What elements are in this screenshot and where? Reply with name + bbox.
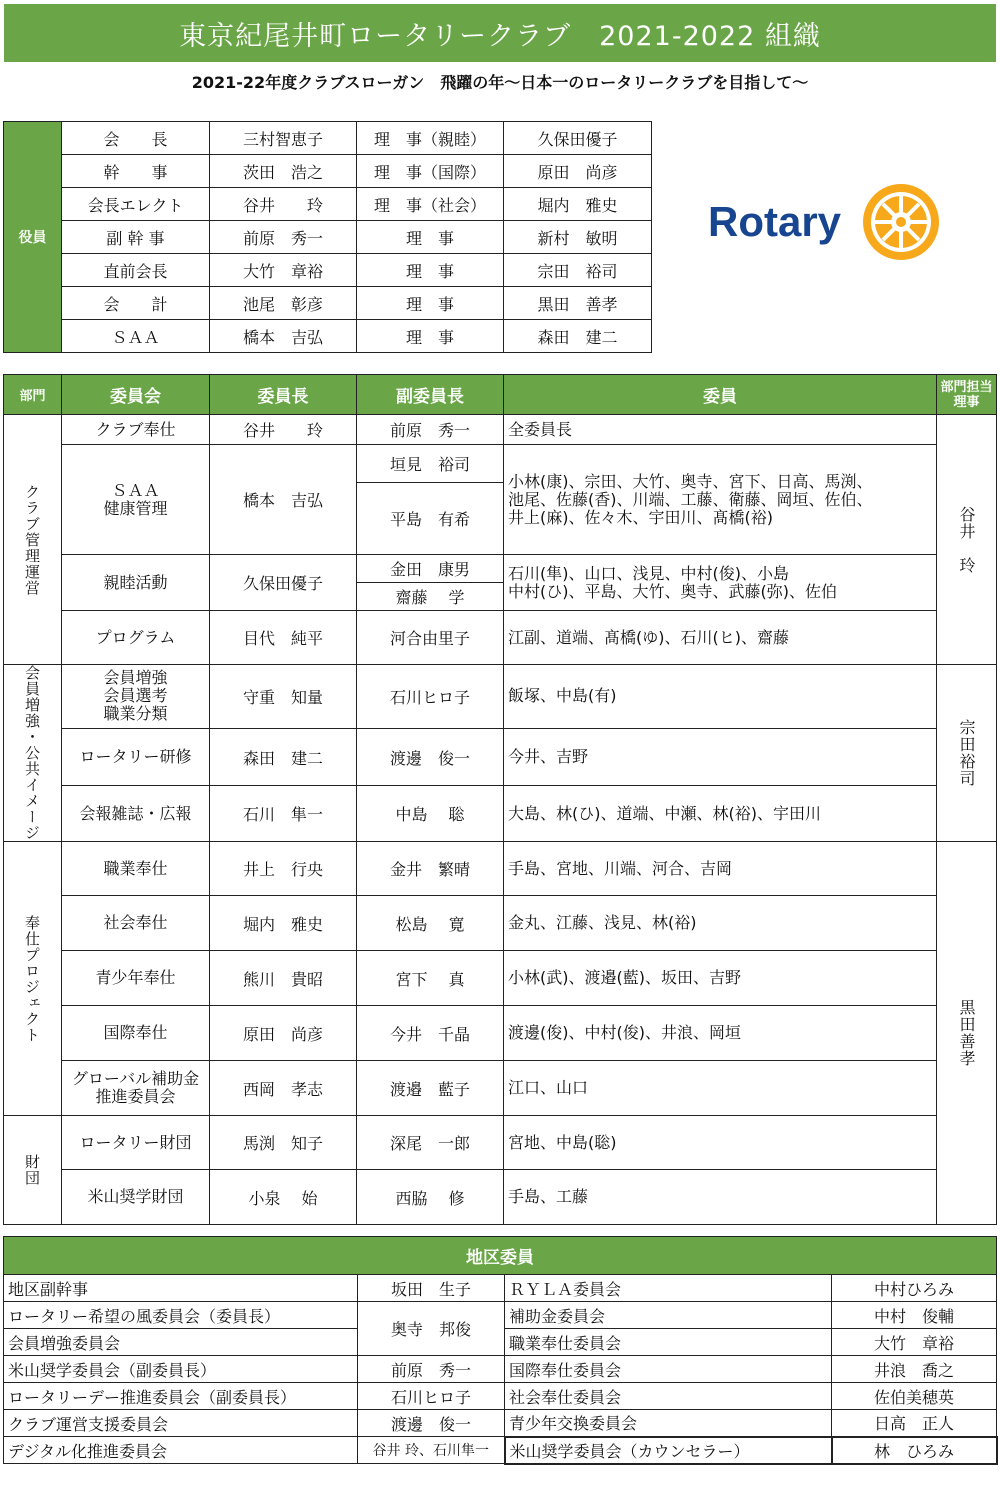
district-row bbox=[4, 1410, 997, 1437]
committee-vice-cell bbox=[357, 728, 504, 786]
district-member: 渡邊 俊一 bbox=[358, 1410, 505, 1437]
committee-vice-cell bbox=[357, 896, 504, 951]
committee-members: 金丸、江藤、浅見、林(裕) bbox=[504, 896, 937, 951]
officer-row bbox=[4, 254, 652, 287]
committee-vice: 齋藤 学 bbox=[357, 582, 503, 610]
committee-row bbox=[4, 728, 997, 786]
district-committee: 社会奉仕委員会 bbox=[505, 1383, 832, 1410]
committee-vice: 河合由里子 bbox=[389, 629, 470, 648]
committee-name: ロータリー財団 bbox=[62, 1116, 210, 1170]
committee-name: 職業奉仕 bbox=[62, 842, 210, 896]
committee-vice-cell bbox=[357, 842, 504, 896]
committee-row bbox=[4, 1006, 997, 1061]
district-row bbox=[4, 1302, 997, 1329]
committee-vice: 松島 寛 bbox=[395, 914, 465, 934]
committee-row bbox=[4, 842, 997, 896]
director-name: 宗田 裕司 bbox=[504, 254, 652, 287]
committee-vice: 前原 秀一 bbox=[389, 421, 470, 440]
director-name: 堀内 雅史 bbox=[504, 188, 652, 221]
committee-members: 大島、林(ひ)、道端、中瀬、林(裕)、宇田川 bbox=[504, 786, 937, 842]
committee-chair: 谷井 玲 bbox=[210, 415, 357, 445]
committee-chair: 原田 尚彦 bbox=[210, 1006, 357, 1061]
committee-chair: 井上 行央 bbox=[210, 842, 357, 896]
dept-label: クラブ管理運営 bbox=[23, 483, 41, 596]
director-role: 理 事（国際） bbox=[357, 155, 504, 188]
district-member: 井浪 喬之 bbox=[832, 1356, 997, 1383]
committee-members: 石川(隼)、山口、浅見、中村(俊)、小島 中村(ひ)、平島、大竹、奥寺、武藤(弥)、佐伯 bbox=[504, 555, 937, 611]
director-role: 理 事 bbox=[357, 287, 504, 320]
district-row bbox=[4, 1275, 997, 1302]
committee-vice-cell bbox=[357, 611, 504, 665]
director-name: 宗田裕司 bbox=[957, 719, 976, 787]
officer-name: 茨田 浩之 bbox=[210, 155, 357, 188]
officer-row bbox=[4, 188, 652, 221]
committee-vice-cell bbox=[357, 1116, 504, 1170]
officer-name: 前原 秀一 bbox=[210, 221, 357, 254]
district-row bbox=[4, 1437, 997, 1464]
district-committee: 国際奉仕委員会 bbox=[505, 1356, 832, 1383]
committee-members: 全委員長 bbox=[504, 415, 937, 445]
district-title: 地区委員 bbox=[4, 1237, 997, 1275]
committee-vice: 西脇 修 bbox=[395, 1188, 465, 1208]
header-dept: 部門 bbox=[4, 375, 62, 415]
district-row bbox=[4, 1356, 997, 1383]
committee-members: 手島、工藤 bbox=[504, 1170, 937, 1225]
director-role: 理 事（社会） bbox=[357, 188, 504, 221]
director-cell bbox=[937, 842, 997, 1225]
header-committee: 委員会 bbox=[62, 375, 210, 415]
committee-row bbox=[4, 1061, 997, 1116]
district-committee: ロータリーデー推進委員会（副委員長） bbox=[4, 1383, 358, 1410]
committee-chair: 熊川 貴昭 bbox=[210, 951, 357, 1006]
dept-cell bbox=[4, 842, 62, 1116]
district-member: 谷井 玲、石川隼一 bbox=[358, 1437, 505, 1464]
svg-text:Rotary: Rotary bbox=[708, 198, 842, 245]
district-row bbox=[4, 1383, 997, 1410]
committee-vice: 渡邊 俊一 bbox=[389, 748, 470, 768]
director-role: 理 事 bbox=[357, 221, 504, 254]
director-name: 久保田優子 bbox=[504, 122, 652, 155]
committee-name: 社会奉仕 bbox=[62, 896, 210, 951]
director-cell bbox=[937, 665, 997, 842]
committee-name: 国際奉仕 bbox=[62, 1006, 210, 1061]
officer-role: 幹 事 bbox=[62, 155, 210, 188]
committee-row bbox=[4, 415, 997, 445]
officer-row bbox=[4, 221, 652, 254]
committee-vice-cell bbox=[357, 1006, 504, 1061]
committee-chair: 守重 知量 bbox=[210, 665, 357, 729]
club-slogan: 2021-22年度クラブスローガン 飛躍の年～日本一のロータリークラブを目指して～ bbox=[191, 73, 809, 92]
director-role: 理 事 bbox=[357, 254, 504, 287]
committee-name: 青少年奉仕 bbox=[62, 951, 210, 1006]
officer-name: 谷井 玲 bbox=[210, 188, 357, 221]
committee-vice: 金井 繁晴 bbox=[389, 860, 470, 879]
committees-table bbox=[3, 374, 997, 1225]
dept-cell bbox=[4, 1116, 62, 1225]
committee-vice: 石川ヒロ子 bbox=[389, 687, 470, 707]
director-role: 理 事 bbox=[357, 320, 504, 353]
committee-chair: 久保田優子 bbox=[210, 555, 357, 611]
committee-members: 江口、山口 bbox=[504, 1061, 937, 1116]
committee-row bbox=[4, 1170, 997, 1225]
committee-vice-cell bbox=[357, 415, 504, 445]
committee-vice-cell bbox=[357, 445, 504, 555]
dept-cell bbox=[4, 665, 62, 842]
district-committee: ＲＹＬＡ委員会 bbox=[505, 1275, 832, 1302]
officer-role: 会 長 bbox=[62, 122, 210, 155]
committee-chair: 馬渕 知子 bbox=[210, 1116, 357, 1170]
committee-row bbox=[4, 665, 997, 729]
officer-role: 会長エレクト bbox=[62, 188, 210, 221]
committee-name: ＳＡＡ 健康管理 bbox=[62, 445, 210, 555]
officer-row bbox=[4, 122, 652, 155]
director-role: 理 事（親睦） bbox=[357, 122, 504, 155]
committee-row bbox=[4, 896, 997, 951]
committee-vice: 中島 聡 bbox=[395, 805, 465, 825]
officer-row bbox=[4, 287, 652, 320]
dept-label: 会員増強・公共イメージ bbox=[23, 665, 41, 841]
committee-vice-cell bbox=[357, 951, 504, 1006]
officer-role: 会 計 bbox=[62, 287, 210, 320]
committee-name: 会報雑誌・広報 bbox=[62, 786, 210, 842]
committee-row bbox=[4, 786, 997, 842]
district-committee: 青少年交換委員会 bbox=[505, 1410, 832, 1437]
committee-name: プログラム bbox=[62, 611, 210, 665]
committee-members: 小林(武)、渡邉(藍)、坂田、吉野 bbox=[504, 951, 937, 1006]
committee-vice-cell bbox=[357, 665, 504, 729]
committee-vice: 垣見 裕司 bbox=[389, 455, 470, 474]
district-committee: 会員増強委員会 bbox=[4, 1329, 358, 1356]
district-committee: デジタル化推進委員会 bbox=[4, 1437, 358, 1464]
district-member: 前原 秀一 bbox=[358, 1356, 505, 1383]
committee-vice-cell bbox=[357, 1170, 504, 1225]
committee-chair: 目代 純平 bbox=[210, 611, 357, 665]
committee-chair: 石川 隼一 bbox=[210, 786, 357, 842]
committee-row bbox=[4, 555, 997, 611]
committee-name: ロータリー研修 bbox=[62, 728, 210, 786]
committee-vice: 金田 康男 bbox=[389, 560, 470, 579]
district-committee: 補助金委員会 bbox=[505, 1302, 832, 1329]
officer-name: 橋本 吉弘 bbox=[210, 320, 357, 353]
committee-members: 江副、道端、髙橋(ゆ)、石川(ヒ)、齋藤 bbox=[504, 611, 937, 665]
committee-row bbox=[4, 445, 997, 555]
district-committee: 米山奨学委員会（カウンセラー） bbox=[505, 1437, 832, 1464]
officer-name: 池尾 彰彦 bbox=[210, 287, 357, 320]
director-name: 黒田善孝 bbox=[957, 999, 976, 1067]
dept-label: 奉仕プロジェクト bbox=[23, 914, 41, 1043]
committee-chair: 橋本 吉弘 bbox=[210, 445, 357, 555]
district-member: 石川ヒロ子 bbox=[358, 1383, 505, 1410]
committee-name: クラブ奉仕 bbox=[62, 415, 210, 445]
committee-vice-cell bbox=[357, 786, 504, 842]
officer-name: 三村智恵子 bbox=[210, 122, 357, 155]
officer-name: 大竹 章裕 bbox=[210, 254, 357, 287]
director-name: 新村 敏明 bbox=[504, 221, 652, 254]
district-member: 中村 俊輔 bbox=[832, 1302, 997, 1329]
committee-members: 飯塚、中島(有) bbox=[504, 665, 937, 729]
district-committee: 職業奉仕委員会 bbox=[505, 1329, 832, 1356]
committee-vice-cell bbox=[357, 555, 504, 611]
committee-members: 宮地、中島(聡) bbox=[504, 1116, 937, 1170]
committee-name: 親睦活動 bbox=[62, 555, 210, 611]
committee-name: 会員増強 会員選考 職業分類 bbox=[62, 665, 210, 729]
committee-row bbox=[4, 611, 997, 665]
header-chair: 委員長 bbox=[210, 375, 357, 415]
director-name: 原田 尚彦 bbox=[504, 155, 652, 188]
committee-vice: 渡邉 藍子 bbox=[389, 1079, 470, 1099]
officer-role: ＳＡＡ bbox=[62, 320, 210, 353]
district-committee: ロータリー希望の風委員会（委員長） bbox=[4, 1302, 358, 1329]
district-member: 日高 正人 bbox=[832, 1410, 997, 1437]
district-committee: 地区副幹事 bbox=[4, 1275, 358, 1302]
rotary-logo bbox=[706, 178, 956, 268]
header-director: 部門担当理事 bbox=[937, 375, 997, 415]
committee-vice-cell bbox=[357, 1061, 504, 1116]
officer-role: 直前会長 bbox=[62, 254, 210, 287]
committee-members: 小林(康)、宗田、大竹、奥寺、宮下、日高、馬渕、 池尾、佐藤(香)、川端、工藤、衛藤、岡垣、佐伯、 井上(麻)、佐々木、宇田川、髙橋(裕) bbox=[504, 445, 937, 555]
committee-chair: 小泉 始 bbox=[210, 1170, 357, 1225]
officer-role: 副 幹 事 bbox=[62, 221, 210, 254]
committee-members: 今井、吉野 bbox=[504, 728, 937, 786]
committee-chair: 堀内 雅史 bbox=[210, 896, 357, 951]
header-members: 委員 bbox=[504, 375, 937, 415]
committee-vice: 深尾 一郎 bbox=[389, 1134, 470, 1153]
committee-vice: 宮下 真 bbox=[395, 969, 465, 989]
committee-row bbox=[4, 1116, 997, 1170]
district-member: 中村ひろみ bbox=[832, 1275, 997, 1302]
director-name: 谷井 玲 bbox=[957, 505, 976, 574]
dept-cell bbox=[4, 415, 62, 665]
committee-chair: 西岡 孝志 bbox=[210, 1061, 357, 1116]
district-committee: 米山奨学委員会（副委員長） bbox=[4, 1356, 358, 1383]
committee-row bbox=[4, 951, 997, 1006]
officers-table bbox=[3, 121, 652, 353]
district-member: 佐伯美穂英 bbox=[832, 1383, 997, 1410]
director-cell bbox=[937, 415, 997, 665]
committee-name: 米山奨学財団 bbox=[62, 1170, 210, 1225]
officer-row bbox=[4, 320, 652, 353]
committee-name: グローバル補助金 推進委員会 bbox=[62, 1061, 210, 1116]
committee-members: 渡邊(俊)、中村(俊)、井浪、岡垣 bbox=[504, 1006, 937, 1061]
committee-vice: 今井 千晶 bbox=[389, 1024, 470, 1044]
director-name: 黒田 善孝 bbox=[504, 287, 652, 320]
officer-row bbox=[4, 155, 652, 188]
district-member: 林 ひろみ bbox=[832, 1437, 997, 1464]
district-member: 奥寺 邦俊 bbox=[358, 1302, 505, 1356]
header-vice: 副委員長 bbox=[357, 375, 504, 415]
district-member: 大竹 章裕 bbox=[832, 1329, 997, 1356]
district-table bbox=[3, 1236, 998, 1465]
dept-label: 財団 bbox=[23, 1154, 41, 1186]
district-member: 坂田 生子 bbox=[358, 1275, 505, 1302]
committee-members: 手島、宮地、川端、河合、吉岡 bbox=[504, 842, 937, 896]
officers-section-label: 役員 bbox=[4, 122, 62, 353]
committee-chair: 森田 建二 bbox=[210, 728, 357, 786]
page-title: 東京紀尾井町ロータリークラブ 2021-2022 組織 bbox=[4, 4, 996, 62]
director-name: 森田 建二 bbox=[504, 320, 652, 353]
committee-vice: 平島 有希 bbox=[357, 482, 503, 554]
district-committee: クラブ運営支援委員会 bbox=[4, 1410, 358, 1437]
